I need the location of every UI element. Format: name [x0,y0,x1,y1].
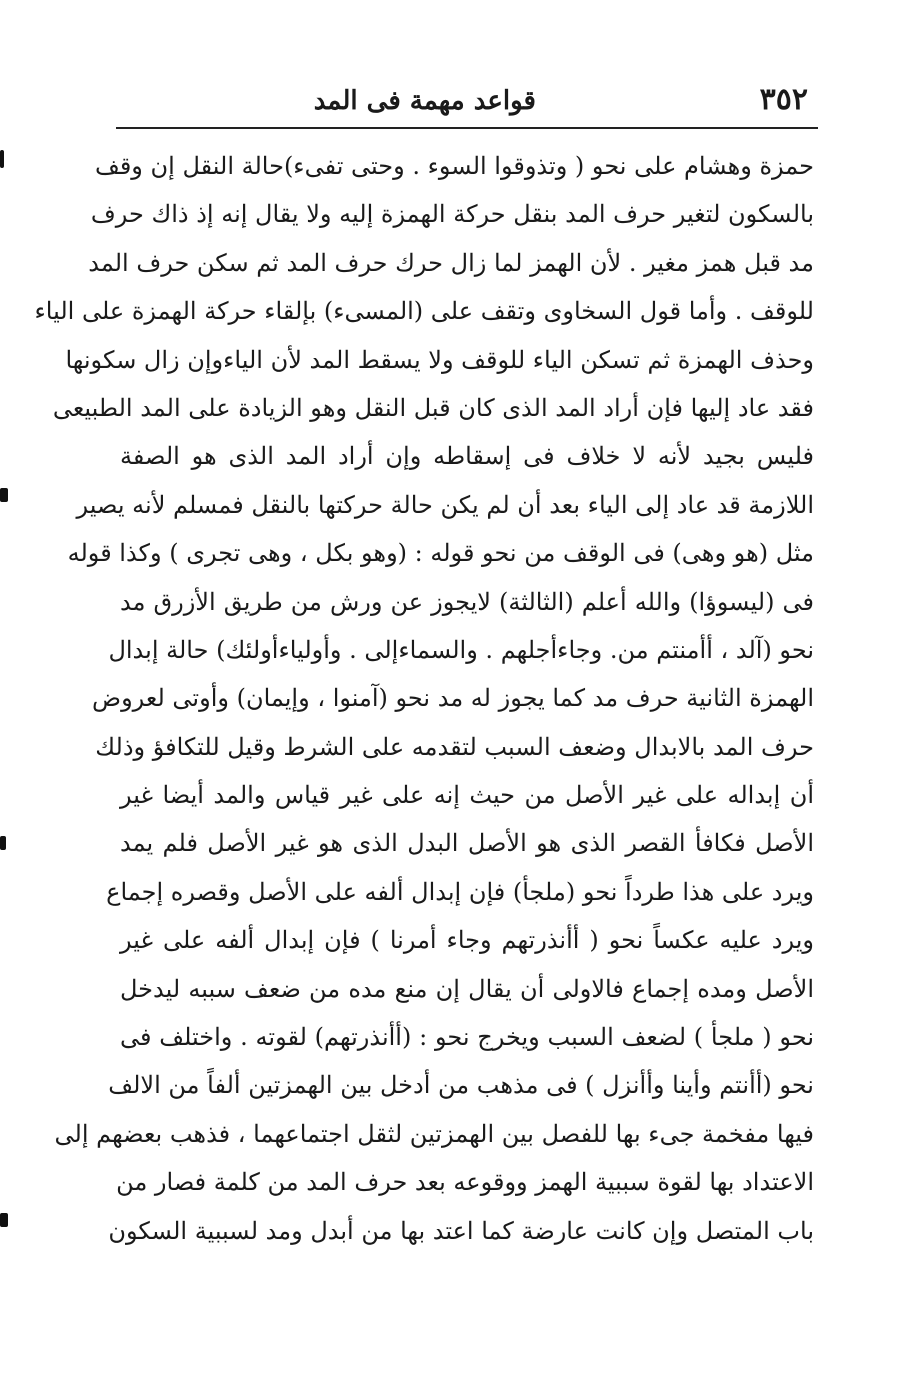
text-line: ويرد على هذا طرداً نحو (ملجأ) فإن إبدال ألفه على الأصل وقصره إجماع [106,877,814,906]
text-line: نحو (أأنتم وأينا وأأنزل ) فى مذهب من أدخل بين الهمزتين ألفاً من الالف [108,1071,814,1100]
text-line: أن إبداله على غير الأصل من حيث إنه على غير قياس والمد أيضا غير [120,781,814,810]
body-text [34,142,814,1255]
text-line: مد قبل همز مغير . لأن الهمز لما زال حرك حرف المد ثم سكن حرف المد [88,248,814,277]
text-line: فيها مفخمة جىء بها للفصل بين الهمزتين لثقل اجتماعهما ، فذهب بعضهم إلى [54,1119,814,1148]
text-line: حرف المد بالابدال وضعف السبب لتقدمه على الشرط وقيل للتكافؤ وذلك [95,732,814,761]
text-line: وحذف الهمزة ثم تسكن الياء للوقف ولا يسقط المد لأن الياءوإن زال سكونها [65,345,814,374]
scan-mark [0,836,6,850]
text-line: الاعتداد بها لقوة سببية الهمز ووقوعه بعد حرف المد من كلمة فصار من [116,1168,814,1197]
header-rule [116,127,818,129]
text-line: فليس بجيد لأنه لا خلاف فى إسقاطه وإن أراد المد الذى هو الصفة [120,442,814,471]
text-line: حمزة وهشام على نحو ( وتذوقوا السوء . وحتى تفىء)حالة النقل إن وقف [94,152,814,180]
text-line: الأصل ومده إجماع فالاولى أن يقال إن منع مده من ضعف سببه ليدخل [120,974,814,1003]
text-line: ويرد عليه عكساً نحو ( أأنذرتهم وجاء أمرنا ) فإن إبدال ألفه على غير [120,926,814,955]
text-line: مثل (هو وهى) فى الوقف من نحو قوله : (وهو بكل ، وهى تجرى ) وكذا قوله [67,539,814,568]
text-line: نحو (آلد ، أأمنتم من. وجاءأجلهم . والسماءإلى . وأولياءأولئك) حالة إبدال [108,635,814,664]
scan-mark [0,1213,8,1227]
text-line: الهمزة الثانية حرف مد كما يجوز له مد نحو (آمنوا ، وإيمان) وأوتى لعروض [92,684,814,713]
text-line: نحو ( ملجأ ) لضعف السبب ويخرج نحو : (أأنذرتهم) لقوته . واختلف فى [120,1023,814,1052]
text-line: بالسكون لتغير حرف المد بنقل حركة الهمزة إليه ولا يقال إنه إذ ذاك حرف [90,200,814,229]
scan-mark [0,488,8,502]
running-head: قواعد مهمة فى المد [313,86,536,116]
text-line: الأصل فكافأ القصر الذى هو الأصل البدل الذى هو غير الأصل فلم يمد [120,829,814,858]
text-line: للوقف . وأما قول السخاوى وتقف على (المسىء) بإلقاء حركة الهمزة على الياء [34,297,814,326]
text-line: فقد عاد إليها فإن أراد المد الذى كان قبل النقل وهو الزيادة على المد الطبيعى [52,393,814,422]
text-line: باب المتصل وإن كانت عارضة كما اعتد بها من أبدل ومد لسببية السكون [108,1216,814,1245]
page-number: ٣٥٢ [759,82,808,117]
text-line: فى (ليسوؤا) والله أعلم (الثالثة) لايجوز عن ورش من طريق الأزرق مد [120,587,814,616]
scan-mark [0,150,4,168]
page-header [118,78,816,126]
text-line: اللازمة قد عاد إلى الياء بعد أن لم يكن حالة حركتها بالنقل فمسلم لأنه يصير [76,490,814,519]
